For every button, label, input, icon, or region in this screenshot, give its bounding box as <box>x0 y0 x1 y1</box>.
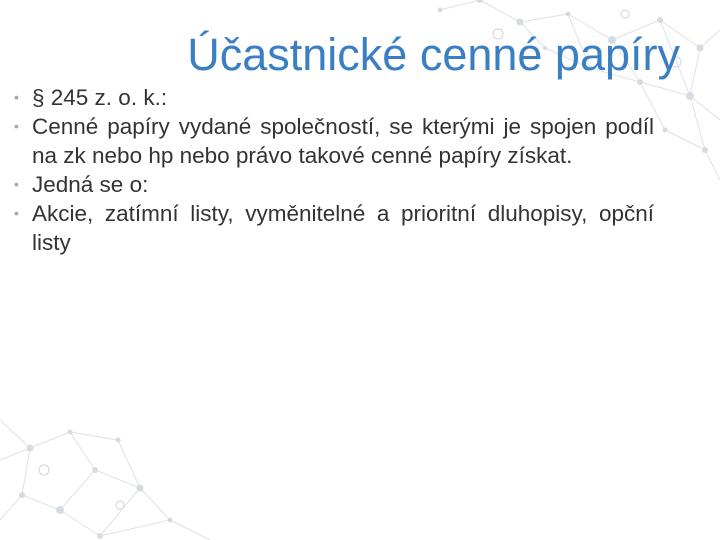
bullet-text: Akcie, zatímní listy, vyměnitelné a prioritní dluhopisy, opční listy <box>32 201 654 255</box>
bullet-icon: • <box>14 176 19 192</box>
list-item <box>14 83 654 112</box>
bullet-icon: • <box>14 205 19 221</box>
list-item <box>14 199 654 257</box>
list-item <box>14 170 654 199</box>
bullet-icon: • <box>14 118 19 134</box>
slide-title: Účastnické cenné papíry <box>187 29 680 80</box>
bullet-text: Cenné papíry vydané společností, se kterými je spojen podíl na zk nebo hp nebo právo takové cenné papíry získat. <box>32 114 654 168</box>
list-item <box>14 112 654 170</box>
bullet-list <box>14 83 654 257</box>
bullet-text: Jedná se o: <box>32 172 149 197</box>
bullet-icon: • <box>14 89 19 105</box>
bullet-text: § 245 z. o. k.: <box>32 85 168 110</box>
